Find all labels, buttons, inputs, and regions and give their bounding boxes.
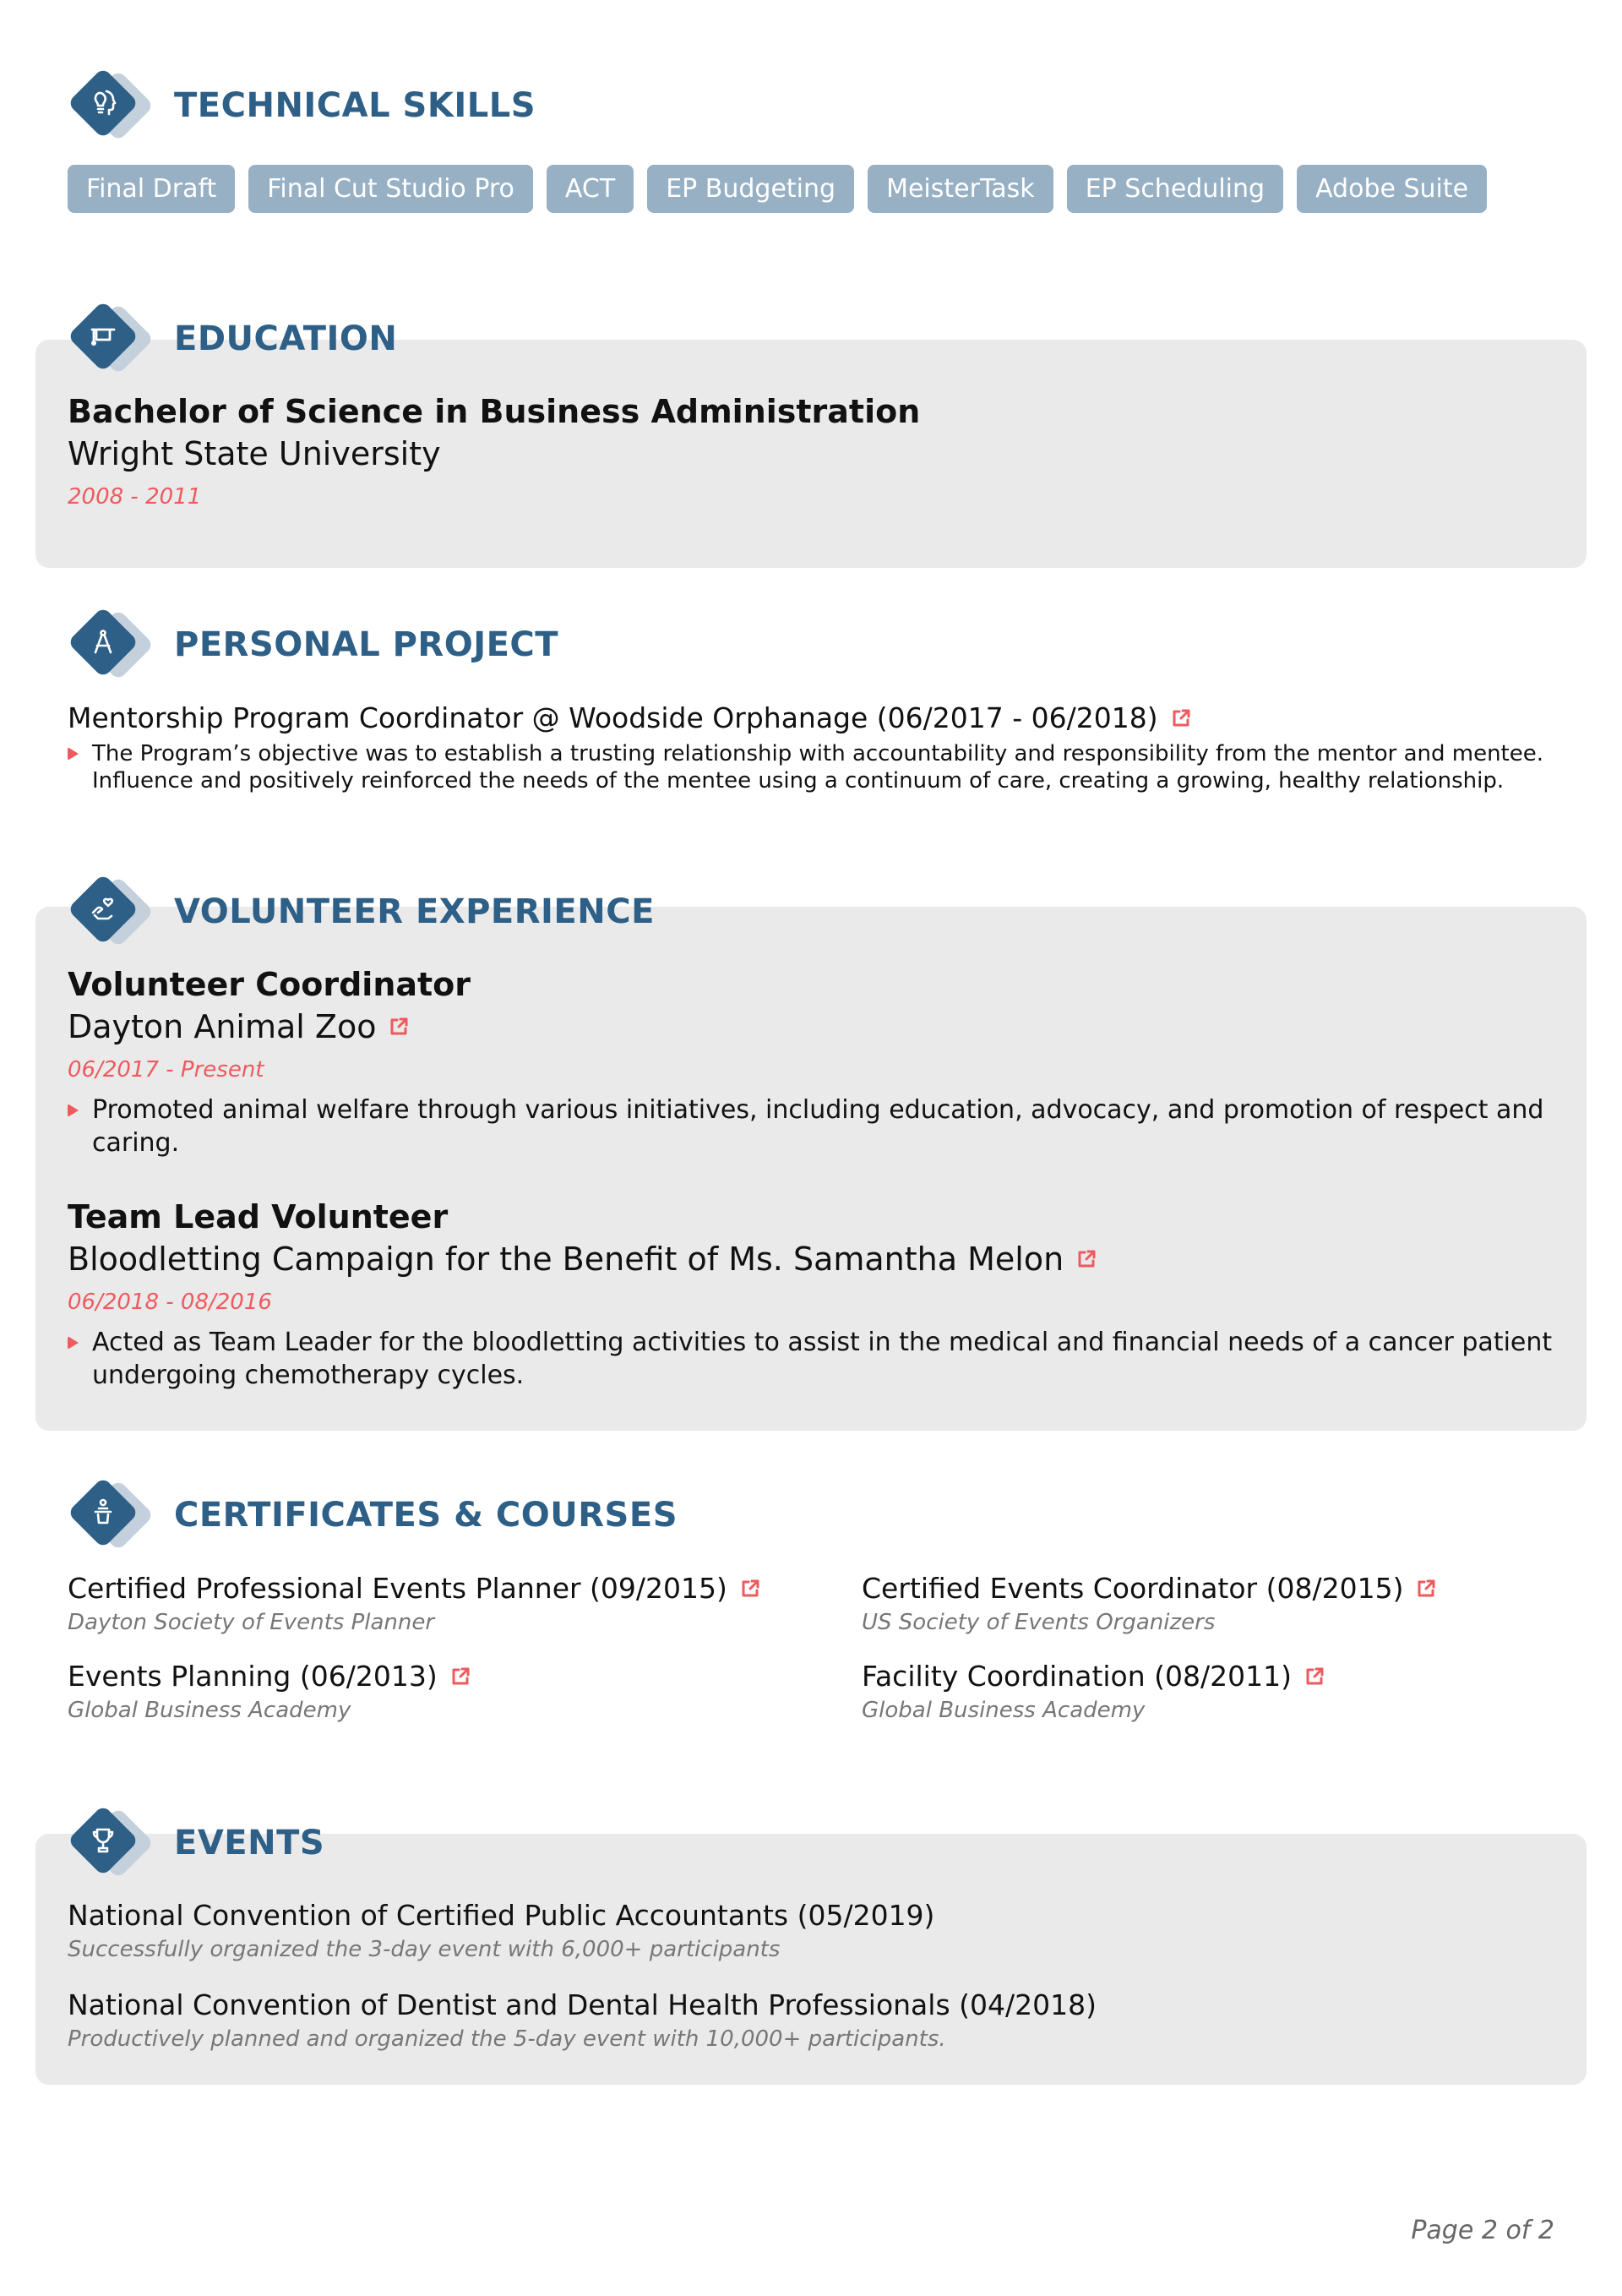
external-link-icon[interactable] [739, 1578, 761, 1600]
section-title: CERTIFICATES & COURSES [174, 1496, 678, 1535]
external-link-icon[interactable] [1415, 1578, 1437, 1600]
certificate-issuer: US Society of Events Organizers [862, 1610, 1216, 1635]
external-link-icon[interactable] [1170, 707, 1192, 729]
section-title: TECHNICAL SKILLS [174, 86, 536, 125]
skill-tag: EP Scheduling [1067, 165, 1283, 213]
section-title: PERSONAL PROJECT [174, 625, 559, 664]
trophy-icon [86, 1824, 120, 1857]
external-link-icon[interactable] [1075, 1248, 1097, 1270]
external-link-icon[interactable] [388, 1016, 410, 1038]
section-header-education [68, 303, 397, 375]
volunteer-entry [68, 1196, 1554, 1392]
bullet-text: Promoted animal welfare through various initiatives, including education, advocacy, and promotion of respect and caring. [92, 1095, 1544, 1158]
education-entry [68, 390, 1554, 515]
event-name: National Convention of Certified Public Accountants (05/2019) [68, 1899, 935, 1932]
bullet-text: Acted as Team Leader for the bloodletting activities to assist in the medical and financial needs of a cancer patient undergoing chemotherapy cycles. [92, 1328, 1553, 1390]
event-item [68, 1987, 1554, 2054]
event-name: National Convention of Dentist and Dental Health Professionals (04/2018) [68, 1988, 1097, 2021]
graduation-cap-icon [86, 319, 120, 353]
section-header-technical-skills [68, 69, 536, 142]
events-list [68, 1897, 1554, 2054]
certificate-issuer: Dayton Society of Events Planner [68, 1610, 435, 1635]
certificate-item [862, 1570, 1622, 1638]
certificate-heading [862, 1570, 1622, 1607]
bullet-item [68, 1093, 1554, 1159]
volunteer-dates: 06/2018 - 08/2016 [68, 1290, 272, 1315]
education-dates: 2008 - 2011 [68, 484, 202, 510]
certificate-issuer: Global Business Academy [68, 1698, 351, 1723]
project-entry [68, 700, 1554, 794]
organization-name: Dayton Animal Zoo [68, 1008, 377, 1045]
role: Team Lead Volunteer [68, 1198, 449, 1235]
certificate-name: Facility Coordination (08/2011) [862, 1660, 1292, 1693]
certificate-heading [68, 1570, 862, 1607]
lightbulb-head-icon [86, 86, 120, 120]
section-header-certificates [68, 1479, 678, 1552]
section-header-events [68, 1807, 324, 1879]
page-number: Page 2 of 2 [1411, 2216, 1554, 2245]
section-badge [68, 1477, 161, 1553]
organization [68, 1238, 1554, 1280]
certificate-item [68, 1658, 862, 1726]
degree: Bachelor of Science in Business Administration [68, 393, 921, 430]
bullet-marker-icon [68, 1104, 79, 1117]
volunteer-dates: 06/2017 - Present [68, 1057, 264, 1083]
bullet-text: The Program’s objective was to establish a trusting relationship with accountability and responsibility from the mentor and mentee. Influence and positively reinforced the needs of the mentee using a continuum of care, creating a growing, healthy relationship. [92, 741, 1544, 794]
section-badge [68, 607, 161, 683]
hand-heart-icon [86, 892, 120, 926]
external-link-icon[interactable] [449, 1666, 471, 1688]
certificate-item [862, 1658, 1622, 1726]
podium-icon [86, 1496, 120, 1530]
bullet-marker-icon [68, 1336, 79, 1350]
section-title: VOLUNTEER EXPERIENCE [174, 892, 655, 931]
certificate-name: Certified Professional Events Planner (09/2015) [68, 1572, 727, 1605]
organization [68, 1006, 1554, 1048]
certificate-heading [68, 1658, 862, 1695]
skill-tags [68, 165, 1487, 213]
skill-tag: Final Draft [68, 165, 235, 213]
section-badge [68, 874, 161, 950]
event-description: Successfully organized the 3-day event with 6,000+ participants [68, 1937, 781, 1962]
bullet-item [68, 740, 1554, 794]
school: Wright State University [68, 435, 441, 472]
event-description: Productively planned and organized the 5-day event with 10,000+ participants. [68, 2026, 946, 2052]
section-badge [68, 1805, 161, 1881]
bullet-marker-icon [68, 747, 79, 761]
section-header-volunteer [68, 875, 655, 948]
volunteer-entry [68, 963, 1554, 1159]
section-badge [68, 301, 161, 377]
certificate-name: Certified Events Coordinator (08/2015) [862, 1572, 1404, 1605]
certificate-heading [862, 1658, 1622, 1695]
certificate-item [68, 1570, 862, 1638]
certificate-issuer: Global Business Academy [862, 1698, 1146, 1723]
skill-tag: ACT [547, 165, 634, 213]
event-item [68, 1897, 1554, 1965]
section-badge [68, 68, 161, 144]
external-link-icon[interactable] [1304, 1666, 1325, 1688]
skill-tag: Adobe Suite [1297, 165, 1487, 213]
project-title: Mentorship Program Coordinator @ Woodside Orphanage (06/2017 - 06/2018) [68, 701, 1158, 734]
certificates-grid [68, 1570, 1554, 1726]
section-header-personal-project [68, 608, 558, 681]
certificate-name: Events Planning (06/2013) [68, 1660, 438, 1693]
bullet-item [68, 1326, 1554, 1392]
skill-tag: Final Cut Studio Pro [248, 165, 533, 213]
project-heading [68, 700, 1554, 737]
section-title: EDUCATION [174, 319, 398, 358]
compass-icon [86, 625, 120, 659]
organization-name: Bloodletting Campaign for the Benefit of Ms. Samantha Melon [68, 1241, 1064, 1278]
role: Volunteer Coordinator [68, 966, 471, 1003]
section-title: EVENTS [174, 1824, 325, 1862]
skill-tag: MeisterTask [868, 165, 1053, 213]
skill-tag: EP Budgeting [647, 165, 854, 213]
